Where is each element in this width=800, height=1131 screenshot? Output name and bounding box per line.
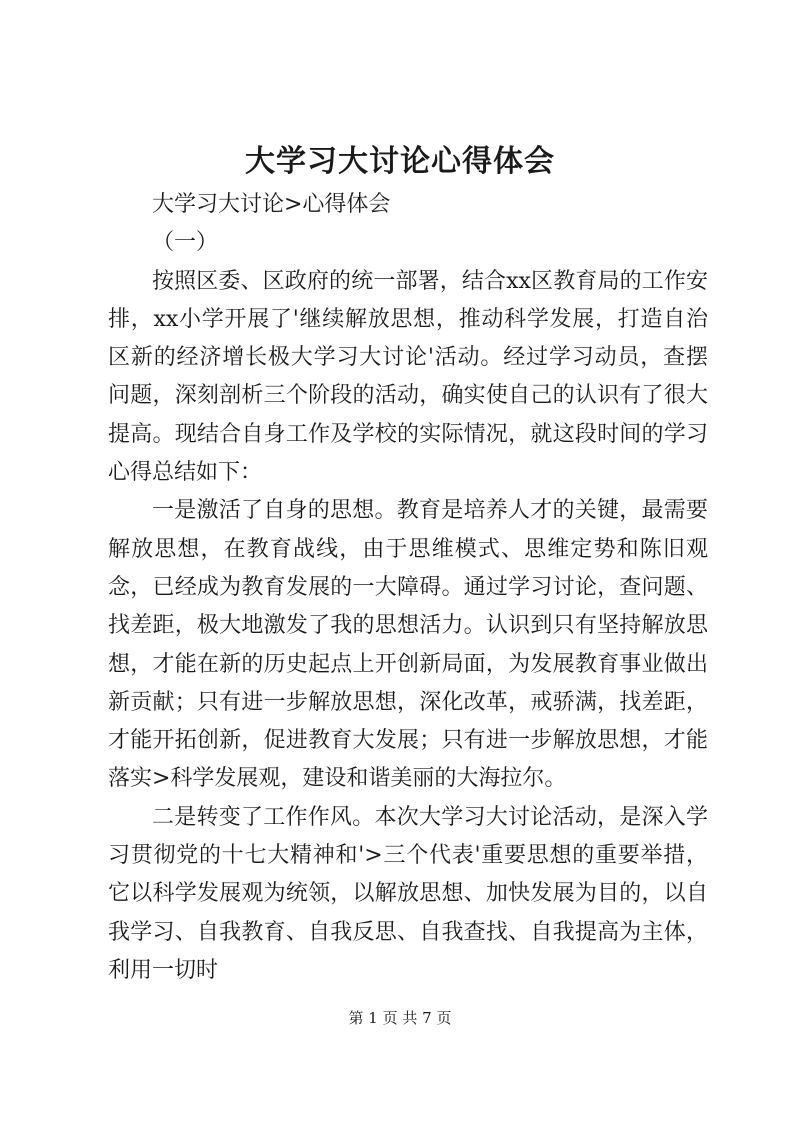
section-number: （一） [152,230,219,256]
paragraph: 按照区委、区政府的统一部署，结合xx区教育局的工作安排，xx小学开展了'继续解放思想，推动科学发展，打造自治区新的经济增长极大学习大讨论'活动。经过学习动员，查摆问题，深刻剖析三个阶段的活动，确实使自己的认识有了很大提高。现结合自身工作及学校的实际情况，就这段时间的学习心得总结如下： [108,268,708,486]
document-body [108,186,708,990]
document-title: 大学习大讨论心得体会 [245,144,555,179]
paragraph: 一是激活了自身的思想。教育是培养人才的关键，最需要解放思想，在教育战线，由于思维模式、思维定势和陈旧观念，已经成为教育发展的一大障碍。通过学习讨论，查问题、找差距，极大地激发了我的思想活力。认识到只有坚持解放思想，才能在新的历史起点上开创新局面，为发展教育事业做出新贡献；只有进一步解放思想，深化改革，戒骄满，找差距，才能开拓创新，促进教育大发展；只有进一步解放思想，才能落实>科学发展观，建设和谐美丽的大海拉尔。 [108,498,708,792]
paragraph: 二是转变了工作作风。本次大学习大讨论活动，是深入学习贯彻党的十七大精神和'>三个代表'重要思想的重要举措，它以科学发展观为统领，以解放思想、加快发展为目的，以自我学习、自我教育、自我反思、自我查找、自我提高为主体，利用一切时 [108,804,708,983]
page-number-footer: 第 1 页 共 7 页 [348,1009,452,1027]
subtitle-line: 大学习大讨论>心得体会 [152,192,391,217]
